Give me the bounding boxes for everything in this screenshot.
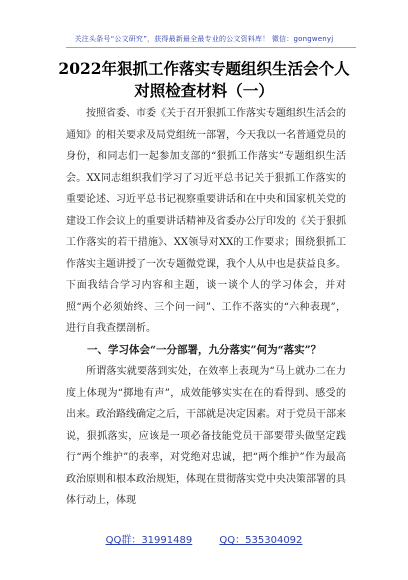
section-heading: 一、学习体会“一分部署，九分落实”何为“落实”？ bbox=[87, 343, 322, 356]
section-paragraph: 所谓落实就要落到实处，在效率上表现为“马上就办二在力度上体现为“掷地有声”，成效能够实实在在的看得到、感受的出来。政治路线确定之后，干部就是决定因素。对于党员干部来说，狠抓落实，应该是一项必备技能党员干部要带头做坚定践行“两个维护”的表率，对党绝对忠诚，把“两个维护”作为最高政治原则和根本政治规矩，体现在贯彻落实党中央决策部署的具体行动上，体现 bbox=[66, 366, 346, 506]
footer-qq[interactable]: QQ：535304092 bbox=[219, 535, 303, 546]
document-body bbox=[66, 103, 346, 512]
header-divider bbox=[66, 47, 356, 48]
header-banner: 关注头条号“公文研究”，获得最新最全最专业的公文资料库！ 微信：gongwenyj bbox=[74, 35, 334, 43]
intro-paragraph: 按照省委、市委《关于召开狠抓工作落实专题组织生活会的通知》的相关要求及局党组统一部署，今天我以一名普通党员的身份，和同志们一起参加支部的“狠抓工作落实”专题组织生活会。XX同志组织我们学习了习近平总书记关于狠抓工作落实的重要论述、习近平总书记视察重要讲话和在中央和国家机关党的建设工作会议上的重要讲话精神及省委办公厅印发的《关于狠抓工作落实的若干措施》、XX领导对XX的工作要求；围绕狠抓工作落实主题讲授了一次专题微党课，我个人从中也是获益良多。下面我结合学习内容和主题，谈一谈个人的学习体会，并对照“两个必须始终、三个问一问”、工作不落实的“六种表现”，进行自我查摆剖析。 bbox=[66, 108, 346, 334]
title-line-1: 2022年狠抓工作落实专题组织生活会个人 bbox=[58, 59, 350, 78]
footer-qq-group[interactable]: QQ群：31991489 bbox=[105, 535, 193, 546]
title-line-2: 对照检查材料（一） bbox=[134, 81, 274, 100]
footer bbox=[0, 531, 408, 546]
document-title bbox=[40, 58, 368, 102]
